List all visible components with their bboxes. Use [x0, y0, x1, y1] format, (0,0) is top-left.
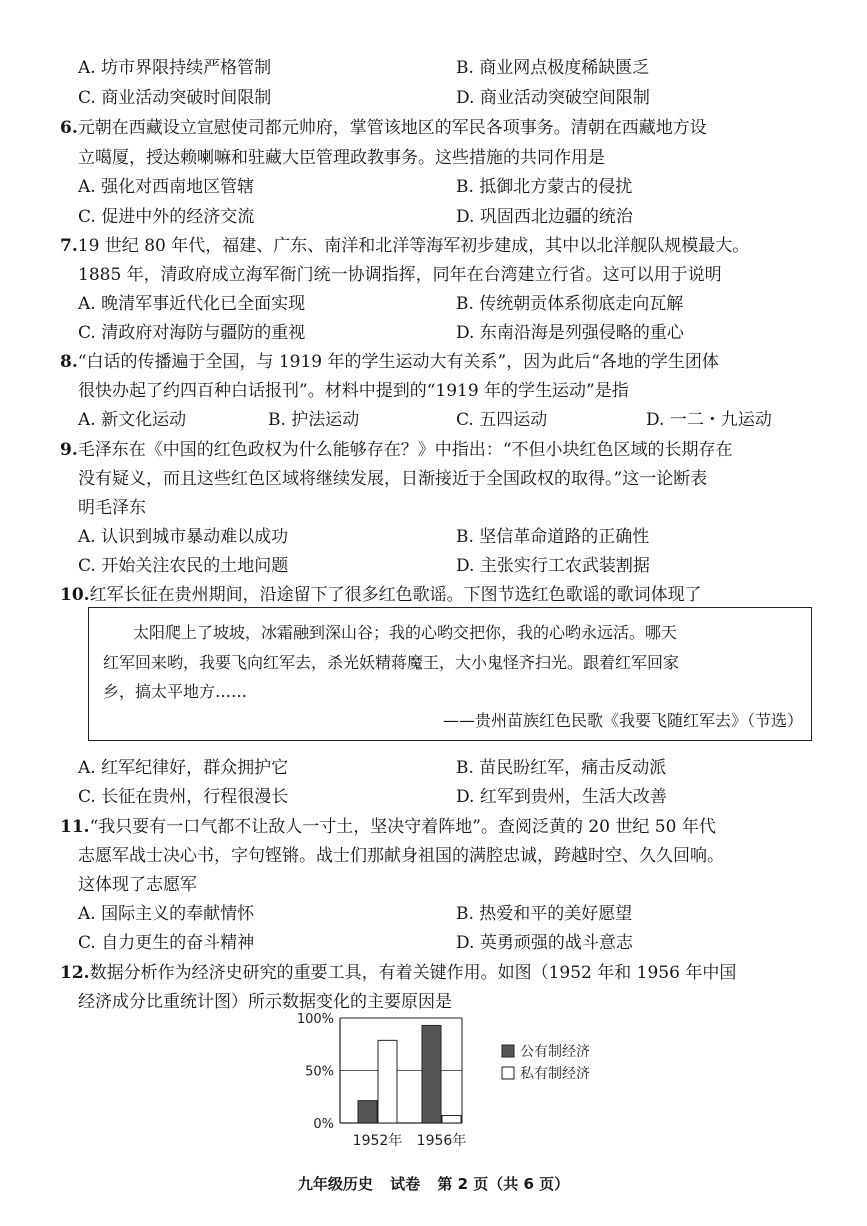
q7-options-row2: [78, 318, 848, 344]
y-tick-label: 100%: [296, 1012, 334, 1027]
q7-option-a: A. 晚清军事近代化已全面实现: [78, 294, 306, 314]
page-footer: [0, 1173, 867, 1194]
q11-number: 11.: [60, 817, 90, 837]
q11-option-d: D. 英勇顽强的战斗意志: [456, 933, 633, 953]
q6-option-d: D. 巩固西北边疆的统治: [456, 207, 633, 227]
q8-text-1: “白话的传播遍于全国，与 1919 年的学生运动大有关系”，因为此后“各地的学生团体: [77, 352, 719, 372]
q6-options-row2: [78, 202, 848, 228]
q10-option-d: D. 红军到贵州，生活大改善: [456, 787, 667, 807]
q6-option-c: C. 促进中外的经济交流: [78, 207, 255, 227]
q7-option-d: D. 东南沿海是列强侵略的重心: [456, 323, 684, 343]
q7-number: 7.: [60, 236, 78, 256]
q11-text-3: 这体现了志愿军: [78, 875, 197, 895]
q8-options: [78, 405, 848, 431]
q11-stem-line1: [60, 812, 716, 837]
q7-text-1: 19 世纪 80 年代，福建、广东、南洋和北洋等海军初步建成，其中以北洋舰队规模最大。: [77, 236, 750, 256]
q11-options-row2: [78, 928, 848, 954]
q11-text-1: “我只要有一口气都不让敌人一寸土，坚决守着阵地”。查阅泛黄的 20 世纪 50 年代: [89, 817, 716, 837]
bar-private-0: [378, 1040, 397, 1123]
q9-number: 9.: [60, 440, 78, 460]
q8-option-a: A. 新文化运动: [78, 410, 187, 430]
song-line-2: 红军回来哟，我要飞向红军去，杀光妖精蒋魔王，大小鬼怪齐扫光。跟着红军回家: [103, 653, 680, 672]
q11-text-2: 志愿军战士决心书，字句铿锵。战士们那献身祖国的满腔忠诚，跨越时空、久久回响。: [78, 846, 724, 866]
q9-option-a: A. 认识到城市暴动难以成功: [78, 527, 289, 547]
y-tick-label: 0%: [313, 1117, 334, 1132]
footer-page: 第 2 页（共 6 页）: [437, 1175, 570, 1193]
q6-option-a: A. 强化对西南地区管辖: [78, 177, 255, 197]
x-category-label: 1956年: [416, 1133, 467, 1149]
bar-public-1: [422, 1025, 441, 1123]
q7-options-row1: [78, 289, 848, 315]
q10-options-row1: [78, 753, 848, 779]
footer-subject: 九年级历史: [297, 1175, 373, 1193]
q8-number: 8.: [60, 352, 78, 372]
legend-label: 私有制经济: [520, 1066, 590, 1082]
song-line-3: 乡，搞太平地方……: [103, 682, 248, 701]
q9-option-d: D. 主张实行工农武装割据: [456, 556, 650, 576]
q6-text-1: 元朝在西藏设立宣慰使司都元帅府，掌管该地区的军民各项事务。清朝在西藏地方设: [77, 118, 707, 138]
q5-option-d: D. 商业活动突破空间限制: [456, 88, 650, 108]
q8-option-d: D. 一二・九运动: [646, 410, 772, 430]
q5-options-row2: [78, 83, 848, 109]
bar-public-0: [358, 1101, 377, 1123]
q10-option-b: B. 苗民盼红军，痛击反动派: [456, 758, 667, 778]
q7-stem-line1: [60, 231, 749, 256]
q5-options-row1: [78, 53, 848, 79]
economy-composition-chart: [290, 1008, 630, 1158]
q9-text-1: 毛泽东在《中国的红色政权为什么能够存在？》中指出：“不但小块红色区域的长期存在: [77, 440, 733, 460]
song-source: ——贵州苗族红色民歌《我要飞随红军去》（节选）: [442, 711, 803, 730]
x-category-label: 1952年: [352, 1133, 403, 1149]
legend-swatch: [502, 1045, 514, 1057]
q12-number: 12.: [60, 963, 90, 983]
q5-option-c: C. 商业活动突破时间限制: [78, 88, 272, 108]
q6-text-2: 立噶厦，授达赖喇嘛和驻藏大臣管理政教事务。这些措施的共同作用是: [78, 148, 605, 168]
q9-option-c: C. 开始关注农民的土地问题: [78, 556, 289, 576]
legend-label: 公有制经济: [520, 1044, 590, 1060]
q9-stem-line1: [60, 435, 732, 460]
q7-option-c: C. 清政府对海防与疆防的重视: [78, 323, 306, 343]
q9-text-3: 明毛泽东: [78, 498, 146, 518]
song-quote-box: [88, 607, 812, 741]
y-tick-label: 50%: [305, 1064, 334, 1080]
q7-text-2: 1885 年，清政府成立海军衙门统一协调指挥，同年在台湾建立行省。这可以用于说明: [78, 265, 722, 285]
q6-options-row1: [78, 172, 848, 198]
q10-stem-line1: [60, 580, 702, 605]
q8-stem-line1: [60, 347, 719, 372]
q12-text-1: 数据分析作为经济史研究的重要工具，有着关键作用。如图（1952 年和 1956 年中国: [89, 963, 737, 983]
q7-option-b: B. 传统朝贡体系彻底走向瓦解: [456, 294, 684, 314]
q12-text-2: 经济成分比重统计图）所示数据变化的主要原因是: [78, 992, 452, 1012]
q8-option-b: B. 护法运动: [268, 410, 360, 430]
q6-option-b: B. 抵御北方蒙古的侵扰: [456, 177, 633, 197]
q10-option-a: A. 红军纪律好，群众拥护它: [78, 758, 289, 778]
q8-text-2: 很快办起了约四百种白话报刊”。材料中提到的“1919 年的学生运动”是指: [78, 381, 629, 401]
bar-private-1: [442, 1116, 461, 1123]
q11-option-b: B. 热爱和平的美好愿望: [456, 904, 633, 924]
q10-text-1: 红军长征在贵州期间，沿途留下了很多红色歌谣。下图节选红色歌谣的歌词体现了: [89, 585, 702, 605]
q11-option-c: C. 自力更生的奋斗精神: [78, 933, 255, 953]
legend-swatch: [502, 1067, 514, 1079]
q9-options-row2: [78, 551, 848, 577]
q8-option-c: C. 五四运动: [456, 410, 548, 430]
q9-options-row1: [78, 522, 848, 548]
q9-option-b: B. 坚信革命道路的正确性: [456, 527, 650, 547]
song-line-1: 太阳爬上了坡坡，冰霜融到深山谷；我的心哟交把你，我的心哟永远活。哪天: [133, 623, 678, 642]
q9-text-2: 没有疑义，而且这些红色区域将继续发展，日渐接近于全国政权的取得。”这一论断表: [78, 469, 708, 489]
q11-option-a: A. 国际主义的奉献情怀: [78, 904, 255, 924]
q11-options-row1: [78, 899, 848, 925]
q10-number: 10.: [60, 585, 90, 605]
footer-kind: 试卷: [390, 1175, 421, 1193]
q12-stem-line1: [60, 958, 736, 983]
q10-option-c: C. 长征在贵州，行程很漫长: [78, 787, 289, 807]
q5-option-b: B. 商业网点极度稀缺匮乏: [456, 58, 650, 78]
q6-number: 6.: [60, 118, 78, 138]
q6-stem-line1: [60, 113, 707, 138]
q5-option-a: A. 坊市界限持续严格管制: [78, 58, 272, 78]
q10-options-row2: [78, 782, 848, 808]
